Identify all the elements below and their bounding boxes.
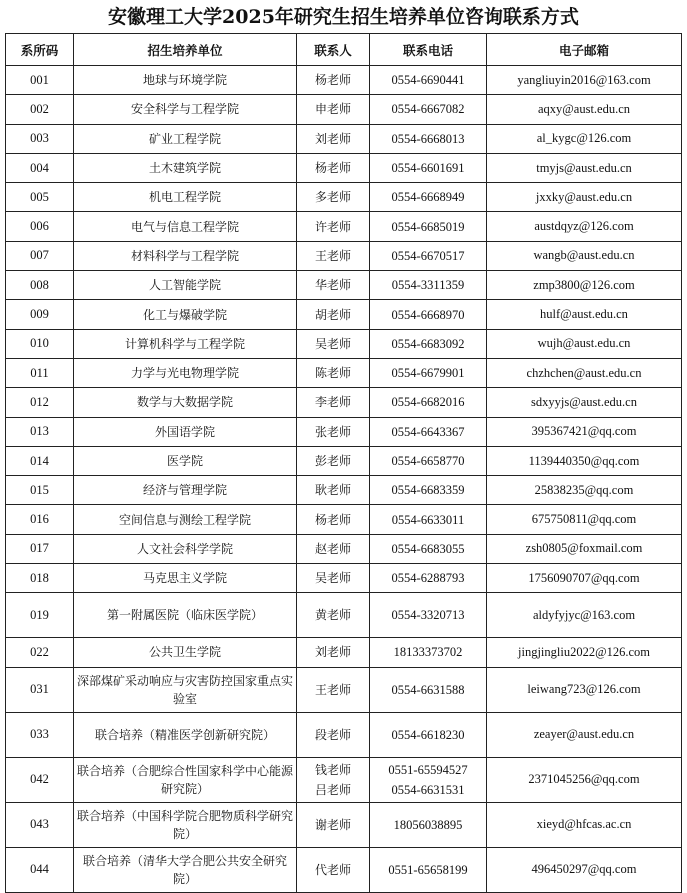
cell-unit: 联合培养（清华大学合肥公共安全研究院） — [74, 847, 297, 892]
contact-name: 代老师 — [314, 862, 351, 877]
cell-email: 25838235@qq.com — [487, 476, 682, 505]
table-row — [6, 847, 682, 892]
cell-phone — [370, 667, 487, 712]
contact-name: 赵老师 — [314, 541, 351, 556]
cell-contact — [297, 388, 370, 417]
contact-name: 李老师 — [314, 395, 351, 410]
phone-number: 0554-6631588 — [391, 682, 465, 697]
table-header-row — [6, 34, 682, 66]
phone-number: 0554-6670517 — [391, 248, 465, 263]
contact-name: 黄老师 — [314, 608, 351, 623]
contact-name: 谢老师 — [314, 817, 351, 832]
cell-contact — [297, 271, 370, 300]
cell-email: xieyd@hfcas.ac.cn — [487, 802, 682, 847]
phone-number: 0554-6288793 — [391, 571, 465, 586]
table-row — [6, 534, 682, 563]
cell-email: yangliuyin2016@163.com — [487, 66, 682, 95]
phone-number: 0554-6658770 — [391, 454, 465, 468]
phone-number: 0551-65658199 — [388, 862, 468, 877]
cell-email: zeayer@aust.edu.cn — [487, 712, 682, 757]
cell-phone — [370, 212, 487, 241]
cell-phone — [370, 712, 487, 757]
phone-number: 0554-6633011 — [391, 512, 465, 527]
cell-code: 006 — [6, 212, 74, 241]
cell-contact — [297, 593, 370, 638]
cell-phone — [370, 300, 487, 329]
cell-unit: 人工智能学院 — [74, 271, 297, 300]
cell-contact — [297, 153, 370, 182]
contact-name: 张老师 — [314, 424, 351, 439]
contact-name: 吴老师 — [314, 336, 351, 351]
cell-contact — [297, 417, 370, 446]
cell-email: 675750811@qq.com — [487, 505, 682, 534]
cell-code: 017 — [6, 534, 74, 563]
cell-contact — [297, 534, 370, 563]
cell-phone — [370, 802, 487, 847]
cell-contact — [297, 300, 370, 329]
cell-email: zsh0805@foxmail.com — [487, 534, 682, 563]
phone-number: 0554-6601691 — [391, 161, 465, 176]
cell-email: 1756090707@qq.com — [487, 564, 682, 593]
cell-phone — [370, 66, 487, 95]
table-row — [6, 329, 682, 358]
cell-code: 015 — [6, 476, 74, 505]
cell-unit: 联合培养（中国科学院合肥物质科学研究院） — [74, 802, 297, 847]
cell-code: 003 — [6, 124, 74, 153]
phone-number: 0554-6683055 — [391, 541, 465, 556]
phone-number: 0554-6667082 — [391, 102, 465, 117]
cell-email: al_kygc@126.com — [487, 124, 682, 153]
cell-code: 012 — [6, 388, 74, 417]
cell-contact — [297, 638, 370, 667]
cell-phone — [370, 388, 487, 417]
cell-email: 1139440350@qq.com — [487, 446, 682, 475]
table-row — [6, 757, 682, 802]
cell-code: 008 — [6, 271, 74, 300]
cell-code: 016 — [6, 505, 74, 534]
phone-number: 0554-3320713 — [391, 608, 465, 623]
table-row — [6, 638, 682, 667]
cell-code: 011 — [6, 358, 74, 387]
column-header-contact: 联系人 — [297, 34, 370, 66]
contact-name: 刘老师 — [314, 131, 351, 146]
table-row — [6, 271, 682, 300]
cell-code: 002 — [6, 95, 74, 124]
cell-phone — [370, 505, 487, 534]
cell-unit: 安全科学与工程学院 — [74, 95, 297, 124]
table-row — [6, 388, 682, 417]
cell-unit: 电气与信息工程学院 — [74, 212, 297, 241]
cell-code: 031 — [6, 667, 74, 712]
cell-unit: 联合培养（精准医学创新研究院） — [74, 712, 297, 757]
contact-name: 杨老师 — [314, 161, 351, 176]
cell-phone — [370, 417, 487, 446]
table-row — [6, 358, 682, 387]
cell-email: zmp3800@126.com — [487, 271, 682, 300]
cell-contact — [297, 802, 370, 847]
cell-phone — [370, 241, 487, 270]
table-row — [6, 95, 682, 124]
cell-phone — [370, 183, 487, 212]
contact-name: 胡老师 — [314, 307, 351, 322]
phone-number: 0554-3311359 — [391, 278, 465, 293]
cell-code: 044 — [6, 847, 74, 892]
table-row — [6, 505, 682, 534]
phone-number: 0554-6643367 — [391, 424, 465, 439]
cell-unit: 计算机科学与工程学院 — [74, 329, 297, 358]
cell-code: 009 — [6, 300, 74, 329]
table-row — [6, 153, 682, 182]
cell-unit: 人文社会科学学院 — [74, 534, 297, 563]
cell-unit: 联合培养（合肥综合性国家科学中心能源研究院） — [74, 757, 297, 802]
phone-number: 0554-6685019 — [391, 219, 465, 234]
cell-phone — [370, 534, 487, 563]
cell-phone — [370, 153, 487, 182]
cell-contact — [297, 183, 370, 212]
contact-name: 段老师 — [314, 727, 351, 742]
table-row — [6, 241, 682, 270]
cell-unit: 地球与环境学院 — [74, 66, 297, 95]
contact-name: 王老师 — [314, 682, 351, 697]
cell-contact — [297, 124, 370, 153]
cell-contact — [297, 847, 370, 892]
cell-phone — [370, 446, 487, 475]
table-row — [6, 667, 682, 712]
cell-email: sdxyyjs@aust.edu.cn — [487, 388, 682, 417]
column-header-phone: 联系电话 — [370, 34, 487, 66]
table-row — [6, 476, 682, 505]
cell-code: 010 — [6, 329, 74, 358]
cell-contact — [297, 712, 370, 757]
cell-unit: 医学院 — [74, 446, 297, 475]
phone-number: 0554-6690441 — [391, 73, 465, 88]
cell-email: wangb@aust.edu.cn — [487, 241, 682, 270]
cell-code: 043 — [6, 802, 74, 847]
cell-code: 022 — [6, 638, 74, 667]
cell-contact — [297, 66, 370, 95]
cell-code: 004 — [6, 153, 74, 182]
table-row — [6, 183, 682, 212]
cell-unit: 力学与光电物理学院 — [74, 358, 297, 387]
phone-number: 0554-6668013 — [391, 131, 465, 146]
phone-number: 0551-65594527 — [388, 762, 468, 777]
cell-email: hulf@aust.edu.cn — [487, 300, 682, 329]
cell-email: jingjingliu2022@126.com — [487, 638, 682, 667]
cell-contact — [297, 241, 370, 270]
cell-email: aldyfyjyc@163.com — [487, 593, 682, 638]
phone-number: 0554-6682016 — [391, 395, 465, 410]
contact-name: 钱老师 — [314, 762, 351, 777]
cell-email: chzhchen@aust.edu.cn — [487, 358, 682, 387]
cell-email: 2371045256@qq.com — [487, 757, 682, 802]
cell-code: 007 — [6, 241, 74, 270]
cell-code: 014 — [6, 446, 74, 475]
cell-phone — [370, 329, 487, 358]
cell-unit: 深部煤矿采动响应与灾害防控国家重点实验室 — [74, 667, 297, 712]
cell-email: leiwang723@126.com — [487, 667, 682, 712]
cell-code: 033 — [6, 712, 74, 757]
contact-name: 耿老师 — [314, 483, 351, 498]
contact-name: 申老师 — [314, 102, 351, 117]
column-header-code: 系所码 — [6, 34, 74, 66]
cell-email: 395367421@qq.com — [487, 417, 682, 446]
cell-phone — [370, 95, 487, 124]
cell-phone — [370, 593, 487, 638]
cell-contact — [297, 212, 370, 241]
cell-unit: 矿业工程学院 — [74, 124, 297, 153]
phone-number: 0554-6668949 — [391, 190, 465, 205]
cell-contact — [297, 667, 370, 712]
phone-number: 0554-6683359 — [391, 483, 465, 498]
page-title: 安徽理工大学2025年研究生招生培养单位咨询联系方式 — [108, 6, 579, 28]
cell-unit: 第一附属医院（临床医学院） — [74, 593, 297, 638]
cell-unit: 数学与大数据学院 — [74, 388, 297, 417]
cell-unit: 化工与爆破学院 — [74, 300, 297, 329]
phone-number: 18056038895 — [393, 817, 463, 832]
cell-email: 496450297@qq.com — [487, 847, 682, 892]
contacts-table — [5, 33, 682, 893]
table-row — [6, 300, 682, 329]
table-row — [6, 212, 682, 241]
contact-name: 王老师 — [314, 248, 351, 263]
cell-phone — [370, 564, 487, 593]
contact-name: 陈老师 — [314, 366, 351, 381]
contact-name: 彭老师 — [314, 454, 351, 468]
cell-unit: 经济与管理学院 — [74, 476, 297, 505]
table-row — [6, 593, 682, 638]
phone-number: 0554-6679901 — [391, 366, 465, 381]
column-header-unit: 招生培养单位 — [74, 34, 297, 66]
cell-code: 042 — [6, 757, 74, 802]
cell-code: 018 — [6, 564, 74, 593]
table-row — [6, 802, 682, 847]
phone-number: 0554-6668970 — [391, 307, 465, 322]
table-body — [6, 66, 682, 893]
cell-unit: 空间信息与测绘工程学院 — [74, 505, 297, 534]
cell-contact — [297, 476, 370, 505]
cell-email: jxxky@aust.edu.cn — [487, 183, 682, 212]
table-row — [6, 712, 682, 757]
cell-code: 001 — [6, 66, 74, 95]
contact-name: 吕老师 — [314, 782, 351, 797]
cell-unit: 土木建筑学院 — [74, 153, 297, 182]
cell-code: 013 — [6, 417, 74, 446]
table-row — [6, 446, 682, 475]
cell-email: austdqyz@126.com — [487, 212, 682, 241]
phone-number: 0554-6618230 — [391, 727, 465, 742]
table-row — [6, 124, 682, 153]
cell-code: 005 — [6, 183, 74, 212]
cell-phone — [370, 476, 487, 505]
phone-number: 0554-6683092 — [391, 336, 465, 351]
phone-number: 0554-6631531 — [391, 782, 465, 797]
cell-unit: 外国语学院 — [74, 417, 297, 446]
cell-phone — [370, 847, 487, 892]
cell-contact — [297, 95, 370, 124]
cell-contact — [297, 358, 370, 387]
table-row — [6, 66, 682, 95]
cell-unit: 机电工程学院 — [74, 183, 297, 212]
table-row — [6, 417, 682, 446]
cell-phone — [370, 124, 487, 153]
contact-name: 许老师 — [314, 219, 351, 234]
cell-contact — [297, 564, 370, 593]
cell-code: 019 — [6, 593, 74, 638]
contact-name: 刘老师 — [314, 645, 351, 660]
cell-unit: 材料科学与工程学院 — [74, 241, 297, 270]
cell-email: tmyjs@aust.edu.cn — [487, 153, 682, 182]
cell-email: wujh@aust.edu.cn — [487, 329, 682, 358]
cell-contact — [297, 329, 370, 358]
contact-name: 吴老师 — [314, 571, 351, 586]
contact-name: 华老师 — [314, 278, 351, 293]
cell-phone — [370, 757, 487, 802]
contact-name: 杨老师 — [314, 512, 351, 527]
cell-unit: 公共卫生学院 — [74, 638, 297, 667]
cell-contact — [297, 505, 370, 534]
cell-unit: 马克思主义学院 — [74, 564, 297, 593]
cell-phone — [370, 358, 487, 387]
column-header-email: 电子邮箱 — [487, 34, 682, 66]
table-row — [6, 564, 682, 593]
cell-phone — [370, 638, 487, 667]
cell-email: aqxy@aust.edu.cn — [487, 95, 682, 124]
cell-contact — [297, 446, 370, 475]
contact-name: 杨老师 — [314, 73, 351, 88]
cell-contact — [297, 757, 370, 802]
phone-number: 18133373702 — [393, 645, 463, 660]
cell-phone — [370, 271, 487, 300]
contact-name: 多老师 — [314, 190, 351, 205]
